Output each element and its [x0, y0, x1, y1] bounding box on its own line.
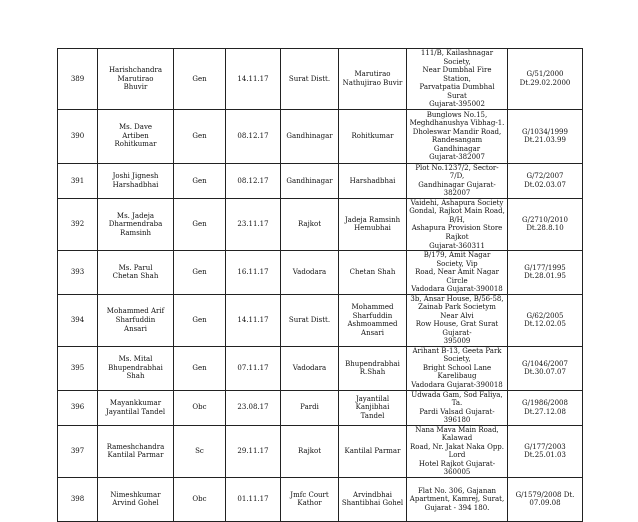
- father-name-cell: Arvindbhai Shantibhai Gohel: [339, 477, 407, 521]
- address-cell: Arihant B-13, Geeta Park Society, Bright School Lane Karelibaug Vadodara Gujarat-390018: [407, 346, 508, 390]
- serial-number-cell: 397: [58, 425, 98, 477]
- date-cell: 14.11.17: [226, 49, 281, 110]
- name-cell: Joshi Jignesh Harshadbhai: [98, 163, 174, 198]
- serial-number-cell: 396: [58, 390, 98, 425]
- registration-cell: G/51/2000 Dt.29.02.2000: [508, 49, 583, 110]
- registration-cell: G/1034/1999 Dt.21.03.99: [508, 109, 583, 163]
- name-cell: Rameshchandra Kantilal Parmar: [98, 425, 174, 477]
- category-cell: Obc: [174, 477, 226, 521]
- address-cell: Vaidehi, Ashapura Society Gondal, Rajkot Main Road, B/H, Ashapura Provision Store Rajkot Gujarat-360311: [407, 198, 508, 250]
- name-cell: Ms. Parul Chetan Shah: [98, 251, 174, 295]
- address-cell: 111/B, Kailashnagar Society, Near Dumbhal Fire Station, Parvatpatia Dumbhal Surat Gujarat-395002: [407, 49, 508, 110]
- place-cell: Gandhinagar: [281, 109, 339, 163]
- place-cell: Vadodara: [281, 346, 339, 390]
- registration-cell: G/62/2005 Dt.12.02.05: [508, 294, 583, 346]
- registration-cell: G/177/1995 Dt.28.01.95: [508, 251, 583, 295]
- registration-cell: G/72/2007 Dt.02.03.07: [508, 163, 583, 198]
- serial-number-cell: 389: [58, 49, 98, 110]
- place-cell: Surat Distt.: [281, 294, 339, 346]
- category-cell: Gen: [174, 163, 226, 198]
- address-cell: Nana Mava Main Road, Kalawad Road, Nr. Jakat Naka Opp. Lord Hotel Rajkot Gujarat-360005: [407, 425, 508, 477]
- date-cell: 14.11.17: [226, 294, 281, 346]
- name-cell: Mayankkumar Jayantilal Tandel: [98, 390, 174, 425]
- date-cell: 23.11.17: [226, 198, 281, 250]
- address-cell: Udwada Gam, Sod Faliya, Ta. Pardi Valsad Gujarat-396180: [407, 390, 508, 425]
- table-row: [58, 251, 583, 295]
- category-cell: Gen: [174, 109, 226, 163]
- table-row: [58, 163, 583, 198]
- name-cell: Ms. Jadeja Dharmendraba Ramsinh: [98, 198, 174, 250]
- serial-number-cell: 395: [58, 346, 98, 390]
- place-cell: Rajkot: [281, 425, 339, 477]
- place-cell: Gandhinagar: [281, 163, 339, 198]
- place-cell: Jmfc Court Kathor: [281, 477, 339, 521]
- father-name-cell: Mohammed Sharfuddin Ashmoammed Ansari: [339, 294, 407, 346]
- table-row: [58, 390, 583, 425]
- category-cell: Gen: [174, 294, 226, 346]
- name-cell: Nimeshkumar Arvind Gohel: [98, 477, 174, 521]
- table-row: [58, 477, 583, 521]
- address-cell: 3b, Ansar House, B/56-58, Zainab Park Societym Near Alvi Row House, Grat Surat Gujarat- 395009: [407, 294, 508, 346]
- table-row: [58, 425, 583, 477]
- father-name-cell: Bhupendrabhai R.Shah: [339, 346, 407, 390]
- name-cell: Ms. Dave Artiben Rohitkumar: [98, 109, 174, 163]
- father-name-cell: Rohitkumar: [339, 109, 407, 163]
- place-cell: Surat Distt.: [281, 49, 339, 110]
- category-cell: Sc: [174, 425, 226, 477]
- address-cell: Plot No.1237/2, Sector-7/D, Gandhinagar Gujarat-382007: [407, 163, 508, 198]
- date-cell: 08.12.17: [226, 163, 281, 198]
- category-cell: Obc: [174, 390, 226, 425]
- table-row: [58, 198, 583, 250]
- date-cell: 01.11.17: [226, 477, 281, 521]
- place-cell: Pardi: [281, 390, 339, 425]
- table-row: [58, 294, 583, 346]
- date-cell: 23.08.17: [226, 390, 281, 425]
- name-cell: Mohammed Arif Sharfuddin Ansari: [98, 294, 174, 346]
- father-name-cell: Harshadbhai: [339, 163, 407, 198]
- category-cell: Gen: [174, 198, 226, 250]
- date-cell: 29.11.17: [226, 425, 281, 477]
- date-cell: 08.12.17: [226, 109, 281, 163]
- place-cell: Rajkot: [281, 198, 339, 250]
- place-cell: Vadodara: [281, 251, 339, 295]
- address-cell: Bunglows No.15, Meghdhanushya Vibhag-1. Dholeswar Mandir Road, Randesangam Gandhinagar Gujarat-382007: [407, 109, 508, 163]
- serial-number-cell: 393: [58, 251, 98, 295]
- table-row: [58, 346, 583, 390]
- father-name-cell: Kantilal Parmar: [339, 425, 407, 477]
- serial-number-cell: 392: [58, 198, 98, 250]
- father-name-cell: Jadeja Ramsinh Hemubhai: [339, 198, 407, 250]
- category-cell: Gen: [174, 49, 226, 110]
- table-body: [58, 49, 583, 522]
- serial-number-cell: 398: [58, 477, 98, 521]
- address-cell: Flat No. 306, Gajanan Apartment, Kamrej, Surat, Gujarat - 394 180.: [407, 477, 508, 521]
- table-row: [58, 109, 583, 163]
- registration-cell: G/1986/2008 Dt.27.12.08: [508, 390, 583, 425]
- serial-number-cell: 394: [58, 294, 98, 346]
- name-cell: Ms. Mital Bhupendrabhai Shah: [98, 346, 174, 390]
- category-cell: Gen: [174, 251, 226, 295]
- category-cell: Gen: [174, 346, 226, 390]
- father-name-cell: Marutirao Nathujirao Buvir: [339, 49, 407, 110]
- date-cell: 07.11.17: [226, 346, 281, 390]
- address-cell: B/179, Amit Nagar Society, Vip Road, Near Amit Nagar Circle Vadodara Gujarat-390018: [407, 251, 508, 295]
- father-name-cell: Jayantilal Kanjibhai Tandel: [339, 390, 407, 425]
- name-cell: Harishchandra Marutirao Bhuvir: [98, 49, 174, 110]
- registration-cell: G/2710/2010 Dt.28.8.10: [508, 198, 583, 250]
- serial-number-cell: 390: [58, 109, 98, 163]
- registration-cell: G/1046/2007 Dt.30.07.07: [508, 346, 583, 390]
- father-name-cell: Chetan Shah: [339, 251, 407, 295]
- table-row: [58, 49, 583, 110]
- serial-number-cell: 391: [58, 163, 98, 198]
- registration-cell: G/177/2003 Dt.25.01.03: [508, 425, 583, 477]
- date-cell: 16.11.17: [226, 251, 281, 295]
- registration-cell: G/1579/2008 Dt. 07.09.08: [508, 477, 583, 521]
